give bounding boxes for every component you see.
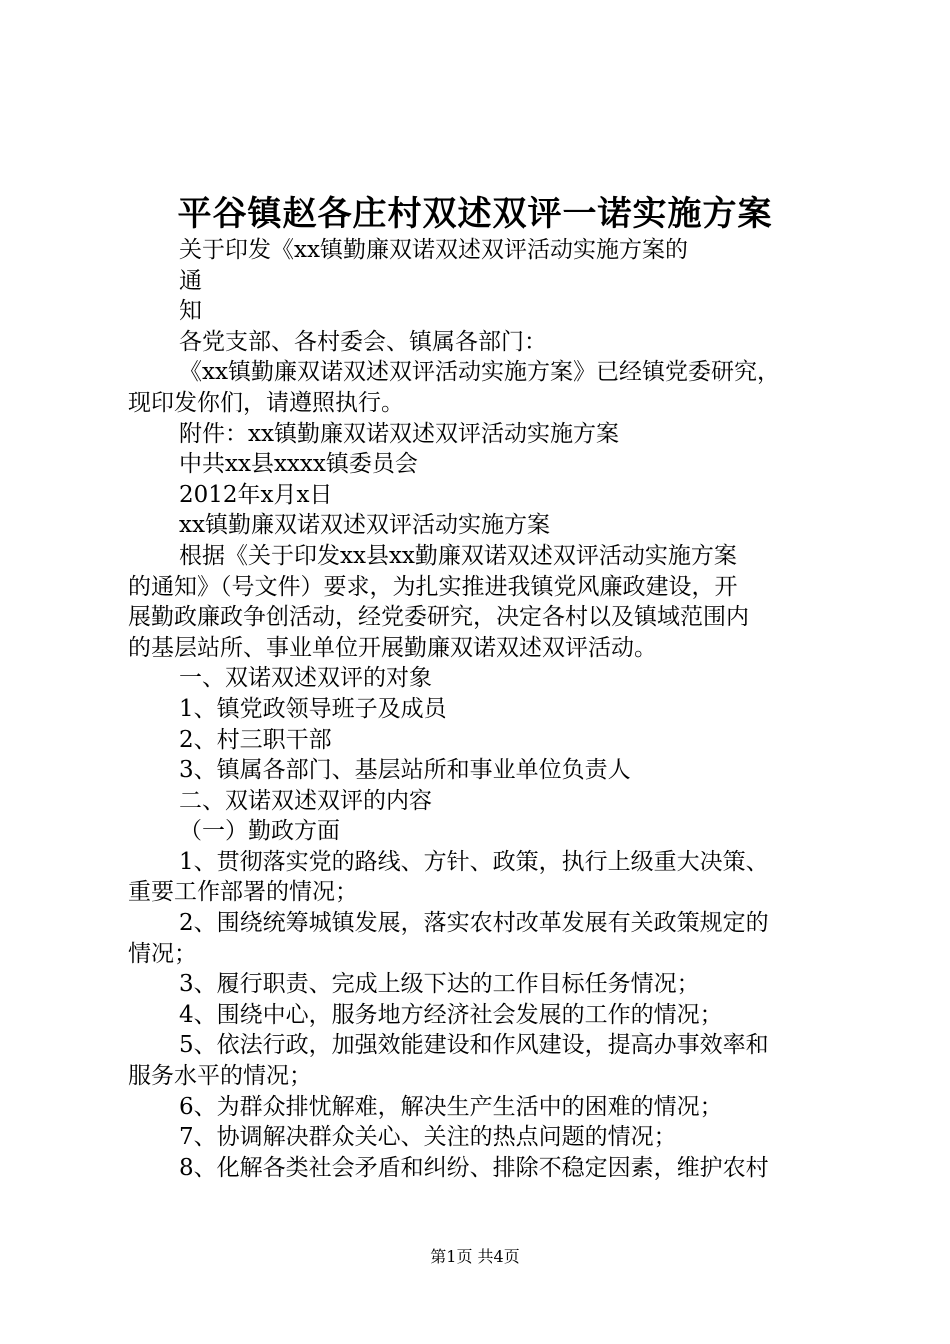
body-line: 知 <box>179 298 202 325</box>
body-line: 2、围绕统筹城镇发展，落实农村改革发展有关政策规定的 <box>179 910 769 937</box>
body-line: 一、双诺双述双评的对象 <box>179 665 432 692</box>
body-line: 重要工作部署的情况； <box>128 879 358 906</box>
body-line: 关于印发《xx镇勤廉双诺双述双评活动实施方案的 <box>179 237 688 263</box>
body-line: 通 <box>179 267 202 294</box>
document-body <box>128 235 840 1183</box>
body-line: 二、双诺双述双评的内容 <box>179 787 432 814</box>
body-line: 服务水平的情况； <box>128 1063 312 1090</box>
page-number-footer: 第1页 共4页 <box>430 1247 520 1266</box>
body-line: 4、围绕中心，服务地方经济社会发展的工作的情况； <box>179 1001 723 1028</box>
body-line: 中共xx县xxxx镇委员会 <box>179 451 418 478</box>
body-line: 情况； <box>128 940 197 967</box>
body-line: 附件：xx镇勤廉双诺双述双评活动实施方案 <box>179 420 619 447</box>
body-line: 1、镇党政领导班子及成员 <box>179 695 447 722</box>
body-line: 3、镇属各部门、基层站所和事业单位负责人 <box>179 757 631 784</box>
body-line: 1、贯彻落实党的路线、方针、政策，执行上级重大决策、 <box>179 848 769 875</box>
body-line: 展勤政廉政争创活动，经党委研究，决定各村以及镇域范围内 <box>128 604 749 631</box>
body-line: 的基层站所、事业单位开展勤廉双诺双述双评活动。 <box>128 634 657 661</box>
body-line: 5、依法行政，加强效能建设和作风建设，提高办事效率和 <box>179 1032 769 1059</box>
body-line: 2、村三职干部 <box>179 726 332 753</box>
document-title: 平谷镇赵各庄村双述双评一诺实施方案 <box>177 194 773 234</box>
body-line: xx镇勤廉双诺双述双评活动实施方案 <box>179 512 550 539</box>
body-line: 8、化解各类社会矛盾和纠纷、排除不稳定因素，维护农村 <box>179 1154 769 1181</box>
body-line: 2012年x月x日 <box>179 481 333 508</box>
body-line: （一）勤政方面 <box>179 818 340 845</box>
body-line: 3、履行职责、完成上级下达的工作目标任务情况； <box>179 971 700 998</box>
body-line: 现印发你们，请遵照执行。 <box>128 389 404 416</box>
body-line: 的通知》（号文件）要求，为扎实推进我镇党风廉政建设，开 <box>128 573 738 600</box>
body-line: 《xx镇勤廉双诺双述双评活动实施方案》已经镇党委研究， <box>179 359 780 386</box>
body-line: 根据《关于印发xx县xx勤廉双诺双述双评活动实施方案 <box>179 542 737 569</box>
body-line: 6、为群众排忧解难，解决生产生活中的困难的情况； <box>179 1093 723 1120</box>
body-line: 各党支部、各村委会、镇属各部门： <box>179 328 547 355</box>
body-line: 7、协调解决群众关心、关注的热点问题的情况； <box>179 1124 677 1151</box>
